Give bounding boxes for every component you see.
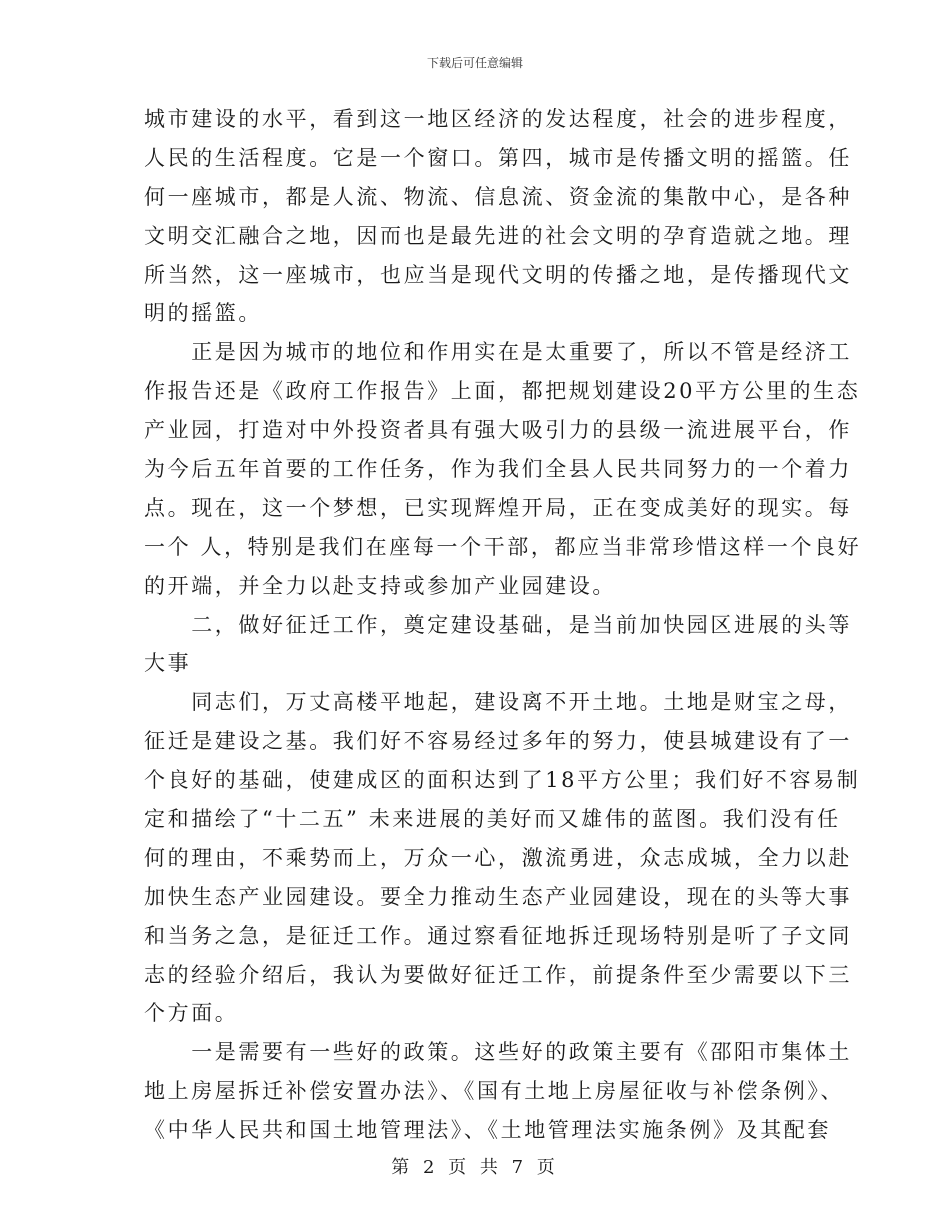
text-line: 的开端，并全力以赴支持或参加产业园建设。 xyxy=(144,573,616,598)
text-line: 个方面。 xyxy=(144,1001,239,1026)
text-line: 城市建设的水平，看到这一地区经济的发达程度，社会的进步程度， xyxy=(144,107,852,131)
text-line: 个良好的基础，使建成区的面积达到了18平方公里；我们好不容易制 xyxy=(144,768,861,793)
text-line: 所当然，这一座城市，也应当是现代文明的传播之地，是传播现代文 xyxy=(144,262,852,287)
text-line: 一个 人，特别是我们在座每一个干部，都应当非常珍惜这样一个良好 xyxy=(144,534,862,559)
text-line: 志的经验介绍后，我认为要做好征迁工作，前提条件至少需要以下三 xyxy=(144,962,852,987)
text-line: 和当务之急，是征迁工作。通过察看征地拆迁现场特别是听了子文同 xyxy=(144,923,852,948)
text-line: 何的理由，不乘势而上，万众一心，激流勇进，众志成城，全力以赴 xyxy=(144,845,852,870)
page-header: 下载后可任意编辑 xyxy=(426,56,523,70)
text-line: 征迁是建设之基。我们好不容易经过多年的努力，使县城建设有了一 xyxy=(144,729,852,754)
text-line: 人民的生活程度。它是一个窗口。第四，城市是传播文明的摇篮。任 xyxy=(144,145,852,170)
text-line: 定和描绘了“十二五” 未来进展的美好而又雄伟的蓝图。我们没有任 xyxy=(144,807,841,832)
text-line: 二，做好征迁工作，奠定建设基础，是当前加快园区进展的头等 xyxy=(144,612,852,637)
text-line: 地上房屋拆迁补偿安置办法》、《国有土地上房屋征收与补偿条例》、 xyxy=(144,1079,845,1104)
text-line: 点。现在，这一个梦想，已实现辉煌开局，正在变成美好的现实。每 xyxy=(144,495,852,520)
text-line: 文明交汇融合之地，因而也是最先进的社会文明的孕育造就之地。理 xyxy=(144,223,852,248)
text-line: 同志们，万丈高楼平地起，建设离不开土地。土地是财宝之母， xyxy=(144,690,852,715)
text-line: 加快生态产业园建设。要全力推动生态产业园建设，现在的头等大事 xyxy=(144,884,852,909)
text-line: 产业园，打造对中外投资者具有强大吸引力的县级一流进展平台，作 xyxy=(144,418,852,443)
text-line: 明的摇篮。 xyxy=(144,301,262,326)
page-number: 第 2 页 共 7 页 xyxy=(391,1157,559,1178)
text-line: 何一座城市，都是人流、物流、信息流、资金流的集散中心，是各种 xyxy=(144,184,852,209)
text-line: 作报告还是《政府工作报告》上面，都把规划建设20平方公里的生态 xyxy=(144,379,861,404)
text-line: 一是需要有一些好的政策。这些好的政策主要有《邵阳市集体土 xyxy=(144,1040,852,1065)
text-line: 大事 xyxy=(144,651,192,676)
text-line: 《中华人民共和国土地管理法》、《土地管理法实施条例》及其配套 xyxy=(144,1118,831,1143)
text-line: 为今后五年首要的工作任务，作为我们全县人民共同努力的一个着力 xyxy=(144,457,852,482)
text-line: 正是因为城市的地位和作用实在是太重要了，所以不管是经济工 xyxy=(144,340,852,365)
document-body xyxy=(144,100,862,1150)
